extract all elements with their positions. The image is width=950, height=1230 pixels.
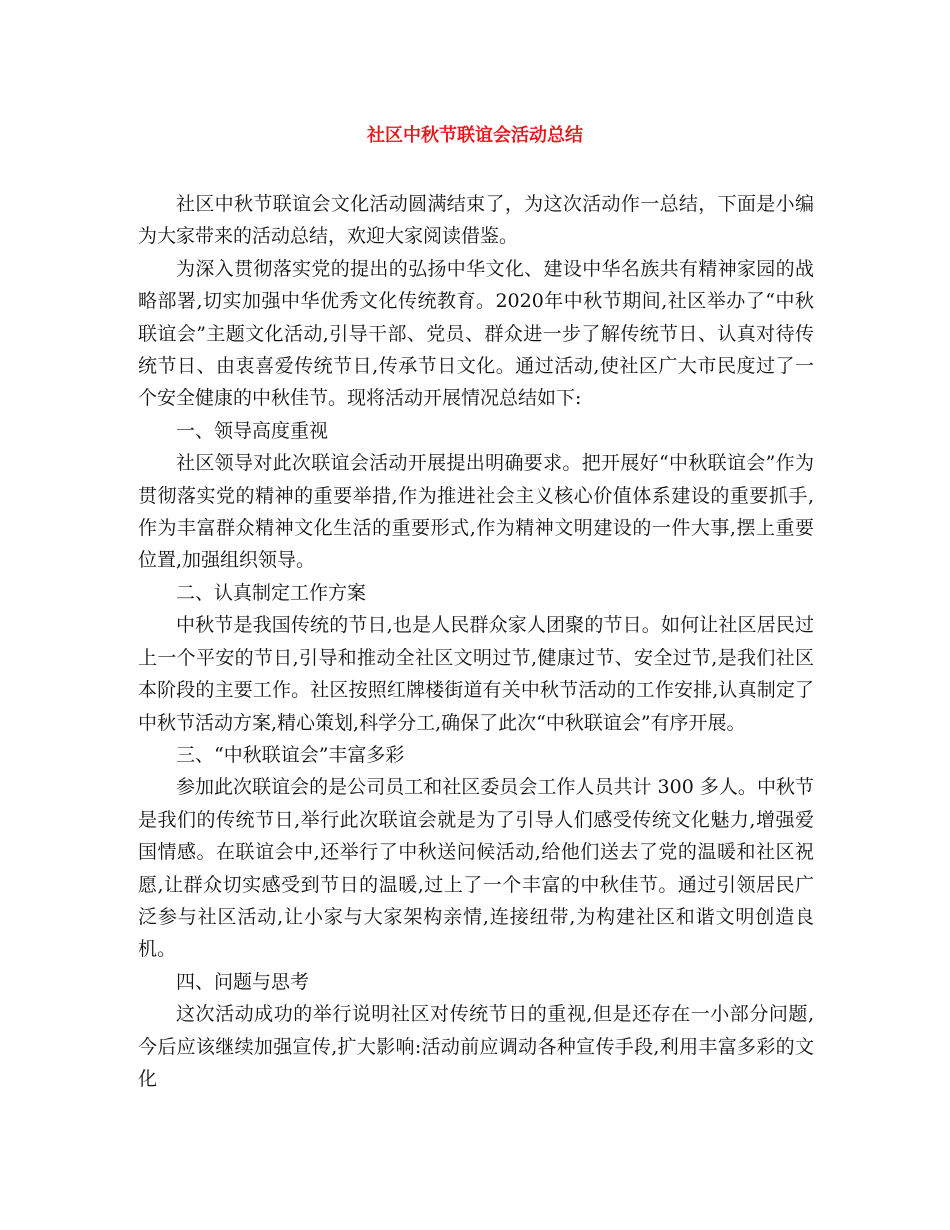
paragraph-intro: 社区中秋节联谊会文化活动圆满结束了，为这次活动作一总结，下面是小编为大家带来的活动总结，欢迎大家阅读借鉴。 [138, 193, 814, 248]
document-body [138, 188, 814, 1095]
section-heading-4: 四、问题与思考 [176, 970, 310, 993]
paragraph-background: 为深入贯彻落实党的提出的弘扬中华文化、建设中华名族共有精神家园的战略部署,切实加强中华优秀文化传统教育。2020年中秋节期间,社区举办了“中秋联谊会”主题文化活动,引导干部、党员、群众进一步了解传统节日、认真对待传统节日、由衷喜爱传统节日,传承节日文化。通过活动,使社区广大市民度过了一个安全健康的中秋佳节。现将活动开展情况总结如下: [138, 257, 814, 410]
paragraph-section-4: 这次活动成功的举行说明社区对传统节日的重视,但是还存在一小部分问题,今后应该继续加强宣传,扩大影响:活动前应调动各种宣传手段,利用丰富多彩的文化 [138, 1003, 814, 1090]
document-title: 社区中秋节联谊会活动总结 [367, 125, 583, 146]
paragraph-section-2: 中秋节是我国传统的节日,也是人民群众家人团聚的节日。如何让社区居民过上一个平安的节日,引导和推动全社区文明过节,健康过节、安全过节,是我们社区本阶段的主要工作。社区按照红牌楼街道有关中秋节活动的工作安排,认真制定了中秋节活动方案,精心策划,科学分工,确保了此次“中秋联谊会”有序开展。 [138, 614, 814, 734]
paragraph-section-3: 参加此次联谊会的是公司员工和社区委员会工作人员共计 300 多人。中秋节是我们的传统节日,举行此次联谊会就是为了引导人们感受传统文化魅力,增强爱国情感。在联谊会中,还举行了中秋送问候活动,给他们送去了党的温暖和社区祝愿,让群众切实感受到节日的温暖,过上了一个丰富的中秋佳节。通过引领居民广泛参与社区活动,让小家与大家架构亲情,连接纽带,为构建社区和谐文明创造良机。 [138, 776, 814, 961]
section-heading-1: 一、领导高度重视 [176, 419, 329, 442]
section-heading-2: 二、认真制定工作方案 [176, 581, 367, 604]
paragraph-section-1: 社区领导对此次联谊会活动开展提出明确要求。把开展好“中秋联谊会”作为贯彻落实党的精神的重要举措,作为推进社会主义核心价值体系建设的重要抓手,作为丰富群众精神文化生活的重要形式,作为精神文明建设的一件大事,摆上重要位置,加强组织领导。 [138, 452, 814, 572]
section-heading-3: 三、“中秋联谊会”丰富多彩 [176, 743, 405, 766]
